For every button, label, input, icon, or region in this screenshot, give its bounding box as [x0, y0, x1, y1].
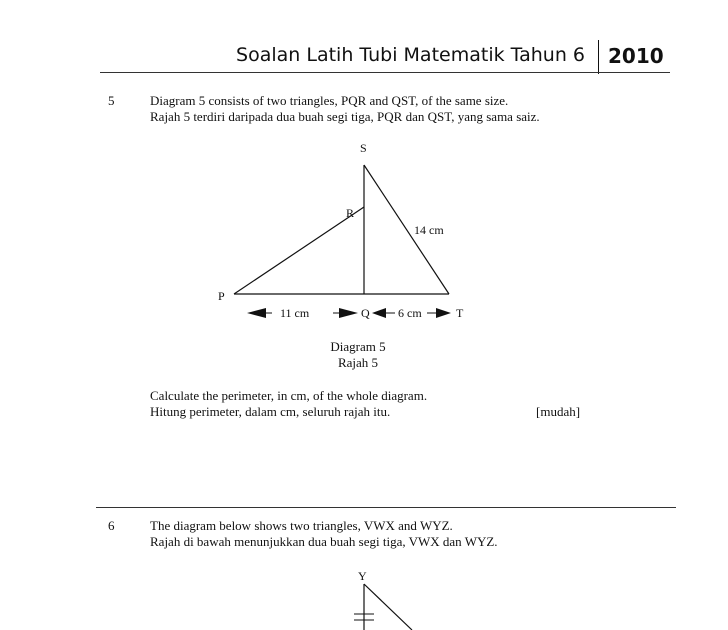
arrow-right-icon: [436, 308, 451, 318]
vertex-label-r: R: [346, 206, 355, 220]
arrow-right-icon: [339, 308, 358, 318]
question-5-text-en: Diagram 5 consists of two triangles, PQR and QST, of the same size.: [150, 93, 509, 108]
question-divider: [96, 507, 676, 508]
arrow-left-icon: [372, 308, 386, 318]
side-pr: [234, 207, 364, 294]
question-6-number: 6: [108, 518, 115, 533]
difficulty-badge: [mudah]: [536, 404, 581, 419]
diagram-5-caption-ms: Rajah 5: [337, 355, 379, 370]
question-5-ask-en: Calculate the perimeter, in cm, of the whole diagram.: [150, 388, 428, 403]
vertex-label-y: Y: [358, 569, 367, 583]
vertex-label-s: S: [360, 141, 367, 155]
arrow-left-icon: [247, 308, 266, 318]
vertex-label-q: Q: [361, 306, 370, 320]
question-6-text-en: The diagram below shows two triangles, VWX and WYZ.: [150, 518, 453, 533]
vertex-label-p: P: [218, 289, 225, 303]
diagram-5-caption-en: Diagram 5: [330, 339, 386, 354]
vertex-label-t: T: [456, 306, 464, 320]
question-5-text-ms: Rajah 5 terdiri daripada dua buah segi tiga, PQR dan QST, yang sama saiz.: [150, 109, 540, 124]
dimension-label-qt: 6 cm: [398, 306, 422, 320]
side-label-st: 14 cm: [414, 223, 444, 237]
page-header-title: Soalan Latih Tubi Matematik Tahun 6: [236, 44, 585, 66]
question-6-text-ms: Rajah di bawah menunjukkan dua buah segi tiga, VWX dan WYZ.: [150, 534, 498, 549]
question-5-number: 5: [108, 93, 115, 108]
page-header-year: 2010: [608, 44, 664, 68]
dimension-label-pq: 11 cm: [280, 306, 310, 320]
question-5-ask-ms: Hitung perimeter, dalam cm, seluruh rajah itu.: [150, 404, 391, 419]
side-y-diagonal: [364, 584, 412, 630]
